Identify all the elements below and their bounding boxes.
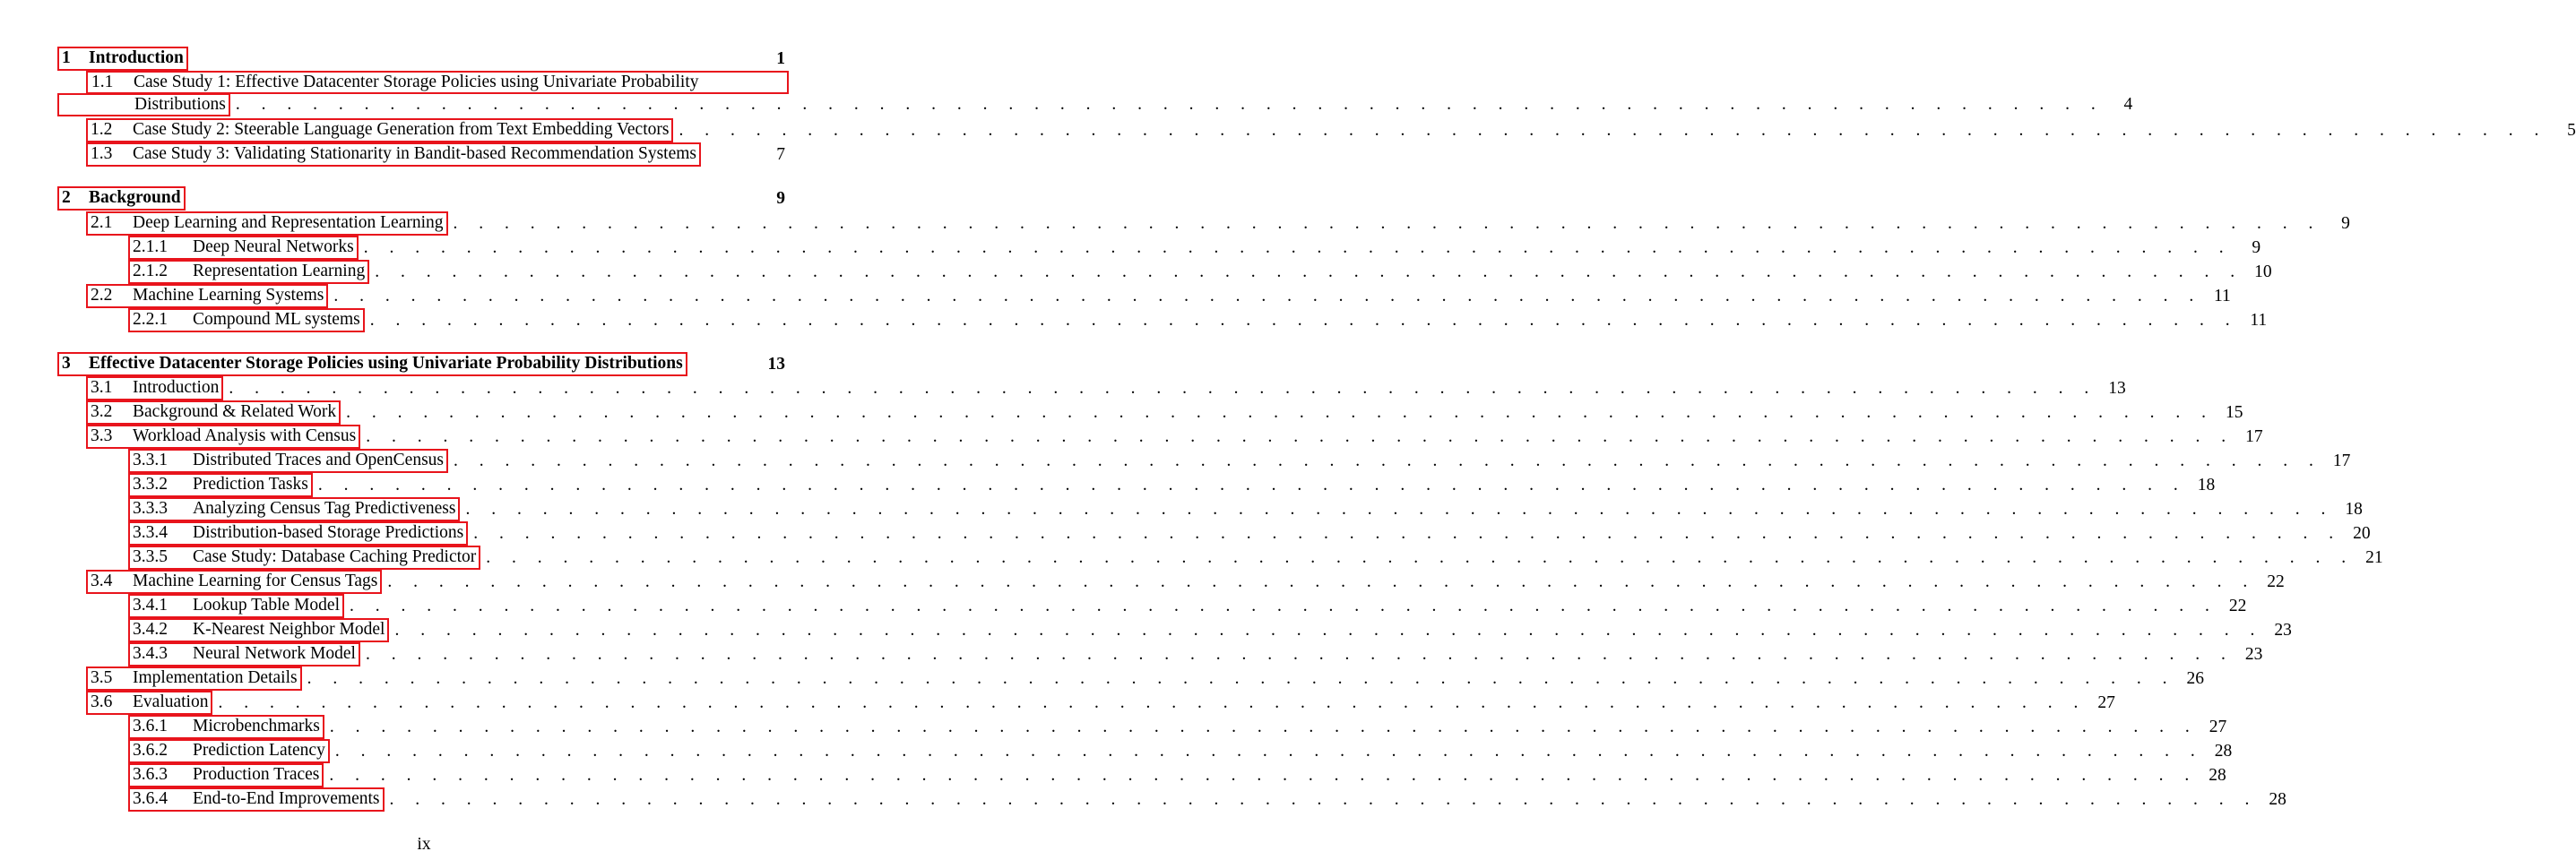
leader-dots: . . . . . . . . . . . . . . . . . . . . . . . . . . . . . . . . . . . . . . . . . . . . . . . . . . . . . . . . . . . . . . . . . . . . . . . . . (334, 742, 2204, 761)
subsection-number: 3.3.5 (133, 547, 168, 566)
toc-link-box[interactable] (59, 188, 184, 209)
subsection-number: 3.4.1 (133, 596, 168, 615)
toc-link-box[interactable] (59, 95, 229, 115)
toc-section-1-3[interactable] (88, 142, 785, 165)
subsection-title: End-to-End Improvements (193, 789, 380, 808)
leader-dots: . . . . . . . . . . . . . . . . . . . . . . . . . . . . . . . . . . . . . . . . . . . . . . . . . . . . . . . . . . . . . . . . . . . . . . . . . (350, 597, 2218, 615)
toc-link-box[interactable] (130, 789, 383, 810)
page-number: 27 (2097, 693, 2115, 712)
chapter-title: Background (89, 188, 181, 207)
subsection-number: 2.1.1 (133, 237, 168, 256)
toc-section-3-1[interactable] (88, 375, 2126, 399)
toc-subsection-3-6-4[interactable] (130, 787, 2286, 810)
page-number: 20 (2353, 524, 2371, 543)
toc-subsection-3-4-3[interactable] (130, 641, 2263, 665)
section-number: 3.4 (91, 572, 113, 590)
toc-link-box[interactable] (88, 402, 339, 423)
leader-dots: . . . . . . . . . . . . . . . . . . . . . . . . . . . . . . . . . . . . . . . . . . . . . . . . . . . . . . . . . . . . . . . . . . . . . . . . . (317, 476, 2187, 494)
toc-link-box[interactable] (88, 572, 380, 592)
toc-link-box[interactable] (130, 547, 479, 568)
page-number: 11 (2213, 287, 2231, 305)
chapter-number: 1 (62, 48, 71, 67)
toc-link-box[interactable] (130, 765, 322, 786)
leader-dots: . . . . . . . . . . . . . . . . . . . . . . . . . . . . . . . . . . . . . . . . . . . . . . . . . . . . . . . . . . . . . . . . . . . . . . . . . (394, 621, 2263, 640)
page-number: 17 (2332, 452, 2351, 470)
toc-link-box[interactable] (130, 596, 342, 616)
toc-link-box[interactable] (88, 144, 699, 165)
toc-link-box[interactable] (130, 499, 458, 520)
page-number: 11 (2250, 311, 2268, 330)
section-number: 3.2 (91, 402, 113, 421)
page-number: 15 (2226, 403, 2243, 422)
page-footer-number: ix (417, 835, 431, 854)
page-number: 22 (2228, 597, 2247, 615)
leader-dots: . . . . . . . . . . . . . . . . . . . . . . . . . . . . . . . . . . . . . . . . . . . . . . . . . . . . . . . . . . . . . . . . . . . . . . . . . (363, 238, 2233, 257)
page-number: 28 (2269, 790, 2286, 809)
leader-dots: . . . . . . . . . . . . . . . . . . . . . . . . . . . . . . . . . . . . . . . . . . . . . . . . . . . . . . . . . . . . . . . . . . . . . . . . . (329, 766, 2198, 785)
toc-subsection-3-6-3[interactable] (130, 762, 2226, 786)
toc-link-box[interactable] (130, 475, 311, 495)
section-title: Case Study 1: Effective Datacenter Storage Policies using Univariate Probability (134, 73, 699, 91)
page-number: 27 (2209, 718, 2227, 736)
subsection-title: Prediction Latency (193, 741, 325, 760)
subsection-number: 3.3.4 (133, 523, 168, 542)
section-title: Case Study 3: Validating Stationarity in Bandit-based Recommendation Systems (133, 144, 696, 163)
subsection-title: Lookup Table Model (193, 596, 340, 615)
page-number: 5 (2567, 121, 2576, 140)
subsection-number: 3.3.2 (133, 475, 168, 494)
section-title-continued: Distributions (134, 95, 226, 114)
page-number: 22 (2267, 572, 2285, 591)
leader-dots: . . . . . . . . . . . . . . . . . . . . . . . . . . . . . . . . . . . . . . . . . . . . . . . . . . . . . . . . . . . . . . . . . . . . . . . . . (235, 95, 2105, 114)
section-title: Evaluation (133, 692, 209, 711)
page-number: 18 (2197, 476, 2216, 494)
toc-section-3-3[interactable] (88, 424, 2263, 447)
toc-subsection-3-4-2[interactable] (130, 617, 2292, 641)
toc-section-2-2[interactable] (88, 283, 2231, 306)
toc-chapter-3[interactable] (59, 351, 785, 374)
chapter-title: Effective Datacenter Storage Policies using Univariate Probability Distributions (89, 354, 683, 373)
toc-chapter-1[interactable] (59, 46, 785, 69)
toc-section-3-2[interactable] (88, 400, 2243, 423)
section-title: Deep Learning and Representation Learning (133, 213, 444, 232)
toc-subsection-3-3-2[interactable] (130, 472, 2216, 495)
page-number: 17 (2245, 427, 2263, 446)
toc-subsection-3-6-2[interactable] (130, 738, 2233, 761)
toc-section-3-5[interactable] (88, 666, 2204, 689)
leader-dots: . . . . . . . . . . . . . . . . . . . . . . . . . . . . . . . . . . . . . . . . . . . . . . . . . . . . . . . . . . . . . . . . . . . . . . . . . (333, 287, 2202, 305)
subsection-number: 3.6.4 (133, 789, 168, 808)
toc-link-box[interactable] (130, 310, 363, 331)
toc-section-1-1-line1[interactable] (88, 73, 787, 92)
section-number: 3.6 (91, 692, 113, 711)
leader-dots: . . . . . . . . . . . . . . . . . . . . . . . . . . . . . . . . . . . . . . . . . . . . . . . . . . . . . . . . . . . . . . . . . . . . . . . . . (454, 452, 2322, 470)
leader-dots: . . . . . . . . . . . . . . . . . . . . . . . . . . . . . . . . . . . . . . . . . . . . . . . . . . . . . . . . . . . . . . . . . . . . . . . . . (387, 572, 2256, 591)
subsection-title: Representation Learning (193, 262, 366, 280)
leader-dots: . . . . . . . . . . . . . . . . . . . . . . . . . . . . . . . . . . . . . . . . . . . . . . . . . . . . . . . . . . . . . . . . . . . . . . . . . (473, 524, 2342, 543)
toc-link-box[interactable] (130, 741, 328, 761)
section-title: Machine Learning for Census Tags (133, 572, 378, 590)
section-number: 1.2 (91, 120, 113, 139)
subsection-title: Neural Network Model (193, 644, 356, 663)
leader-dots: . . . . . . . . . . . . . . . . . . . . . . . . . . . . . . . . . . . . . . . . . . . . . . . . . . . . . . . . . . . . . . . . . . . . . . . . . (389, 790, 2258, 809)
subsection-number: 2.2.1 (133, 310, 168, 329)
toc-subsection-3-3-1[interactable] (130, 448, 2351, 471)
subsection-number: 3.4.2 (133, 620, 168, 639)
page-number: 23 (2274, 621, 2292, 640)
toc-link-box[interactable] (59, 48, 186, 69)
subsection-title: K-Nearest Neighbor Model (193, 620, 385, 639)
toc-link-box[interactable] (59, 354, 686, 374)
leader-dots: . . . . . . . . . . . . . . . . . . . . . . . . . . . . . . . . . . . . . . . . . . . . . . . . . . . . . . . . . . . . . . . . . . . . . . . . . (307, 669, 2175, 688)
toc-subsection-3-6-1[interactable] (130, 714, 2227, 737)
subsection-title: Analyzing Census Tag Predictiveness (193, 499, 456, 518)
toc-section-1-2[interactable] (88, 117, 2576, 141)
chapter-number: 2 (62, 188, 71, 207)
page-number: 13 (2108, 379, 2126, 398)
leader-dots: . . . . . . . . . . . . . . . . . . . . . . . . . . . . . . . . . . . . . . . . . . . . . . . . . . . . . . . . . . . . . . . . . . . . . . . . . (453, 214, 2321, 233)
toc-subsection-2-1-1[interactable] (130, 235, 2261, 258)
subsection-number: 3.6.1 (133, 717, 168, 735)
page-number: 18 (2345, 500, 2363, 519)
toc-link-box[interactable] (130, 644, 359, 665)
section-title: Machine Learning Systems (133, 286, 324, 305)
chapter-title: Introduction (89, 48, 184, 67)
section-title: Background & Related Work (133, 402, 337, 421)
subsection-title: Production Traces (193, 765, 320, 784)
subsection-title: Prediction Tasks (193, 475, 308, 494)
toc-chapter-2[interactable] (59, 185, 785, 209)
section-number: 2.1 (91, 213, 113, 232)
section-number: 1.1 (91, 73, 114, 91)
subsection-number: 3.6.3 (133, 765, 168, 784)
toc-section-2-1[interactable] (88, 211, 2350, 234)
leader-dots: . . . . . . . . . . . . . . . . . . . . . . . . . . . . . . . . . . . . . . . . . . . . . . . . . . . . . . . . . . . . . . . . . . . . . . . . . (366, 427, 2235, 446)
section-title: Implementation Details (133, 668, 298, 687)
subsection-number: 3.6.2 (133, 741, 168, 760)
toc-subsection-2-2-1[interactable] (130, 307, 2268, 331)
chapter-number: 3 (62, 354, 71, 373)
toc-link-box[interactable] (88, 426, 359, 447)
section-number: 2.2 (91, 286, 113, 305)
page-number: 28 (2214, 742, 2233, 761)
toc-link-box[interactable] (130, 717, 323, 737)
page-number: 28 (2209, 766, 2226, 785)
leader-dots: . . . . . . . . . . . . . . . . . . . . . . . . . . . . . . . . . . . . . . . . . . . . . . . . . . . . . . . . . . . . . . . . . . . . . . . . . (465, 500, 2334, 519)
leader-dots: . . . . . . . . . . . . . . . . . . . . . . . . . . . . . . . . . . . . . . . . . . . . . . . . . . . . . . . . . . . . . . . . . . . . . . . . . (229, 379, 2097, 398)
toc-link-box[interactable] (130, 451, 446, 471)
toc-section-3-6[interactable] (88, 690, 2115, 713)
leader-dots: . . . . . . . . . . . . . . . . . . . . . . . . . . . . . . . . . . . . . . . . . . . . . . . . . . . . . . . . . . . . . . . . . . . . . . . . . (679, 121, 2547, 140)
subsection-number: 2.1.2 (133, 262, 168, 280)
toc-link-box[interactable] (88, 286, 326, 306)
section-title: Introduction (133, 378, 220, 397)
toc-link-box[interactable] (88, 378, 221, 399)
page-number: 7 (776, 145, 785, 164)
toc-link-box[interactable] (88, 668, 300, 689)
section-title: Workload Analysis with Census (133, 426, 357, 445)
page-number: 13 (767, 355, 785, 374)
leader-dots: . . . . . . . . . . . . . . . . . . . . . . . . . . . . . . . . . . . . . . . . . . . . . . . . . . . . . . . . . . . . . . . . . . . . . . . . . (346, 403, 2215, 422)
subsection-title: Distribution-based Storage Predictions (193, 523, 464, 542)
page-number: 4 (2123, 95, 2133, 114)
toc-subsection-3-3-3[interactable] (130, 496, 2363, 520)
toc-subsection-3-4-1[interactable] (130, 593, 2247, 616)
leader-dots: . . . . . . . . . . . . . . . . . . . . . . . . . . . . . . . . . . . . . . . . . . . . . . . . . . . . . . . . . . . . . . . . . . . . . . . . . (329, 718, 2199, 736)
leader-dots: . . . . . . . . . . . . . . . . . . . . . . . . . . . . . . . . . . . . . . . . . . . . . . . . . . . . . . . . . . . . . . . . . . . . . . . . . (375, 262, 2243, 281)
toc-subsection-2-1-2[interactable] (130, 259, 2272, 282)
toc-section-3-4[interactable] (88, 569, 2285, 592)
subsection-title: Distributed Traces and OpenCensus (193, 451, 445, 469)
toc-link-box[interactable] (88, 692, 211, 713)
leader-dots: . . . . . . . . . . . . . . . . . . . . . . . . . . . . . . . . . . . . . . . . . . . . . . . . . . . . . . . . . . . . . . . . . . . . . . . . . (218, 693, 2087, 712)
toc-link-box[interactable] (88, 213, 446, 234)
page-number: 26 (2186, 669, 2204, 688)
page-number: 9 (776, 189, 785, 208)
subsection-number: 3.3.1 (133, 451, 168, 469)
toc-subsection-3-3-4[interactable] (130, 520, 2371, 544)
toc-link-box[interactable] (130, 620, 387, 641)
page-number: 23 (2244, 645, 2263, 664)
subsection-title: Compound ML systems (193, 310, 360, 329)
subsection-number: 3.4.3 (133, 644, 168, 663)
subsection-title: Deep Neural Networks (193, 237, 354, 256)
section-number: 1.3 (91, 144, 113, 163)
toc-section-1-1-line2[interactable] (59, 95, 2133, 115)
toc-subsection-3-3-5[interactable] (130, 545, 2383, 568)
page-number: 1 (776, 49, 785, 68)
page-number: 21 (2365, 548, 2383, 567)
section-title: Case Study 2: Steerable Language Generation from Text Embedding Vectors (133, 120, 670, 139)
leader-dots: . . . . . . . . . . . . . . . . . . . . . . . . . . . . . . . . . . . . . . . . . . . . . . . . . . . . . . . . . . . . . . . . . . . . . . . . . (365, 645, 2235, 664)
page-number: 9 (2252, 238, 2261, 257)
leader-dots: . . . . . . . . . . . . . . . . . . . . . . . . . . . . . . . . . . . . . . . . . . . . . . . . . . . . . . . . . . . . . . . . . . . . . . . . . (486, 548, 2355, 567)
subsection-title: Microbenchmarks (193, 717, 320, 735)
subsection-number: 3.3.3 (133, 499, 168, 518)
toc-link-box[interactable] (88, 120, 671, 141)
page-number: 9 (2341, 214, 2350, 233)
toc-link-box[interactable] (130, 262, 367, 282)
leader-dots: . . . . . . . . . . . . . . . . . . . . . . . . . . . . . . . . . . . . . . . . . . . . . . . . . . . . . . . . . . . . . . . . . . . . . . . . . (369, 311, 2239, 330)
section-number: 3.3 (91, 426, 113, 445)
section-number: 3.1 (91, 378, 113, 397)
toc-link-box[interactable] (130, 237, 357, 258)
page-number: 10 (2254, 262, 2272, 281)
toc-link-box[interactable] (130, 523, 466, 544)
subsection-title: Case Study: Database Caching Predictor (193, 547, 477, 566)
section-number: 3.5 (91, 668, 113, 687)
